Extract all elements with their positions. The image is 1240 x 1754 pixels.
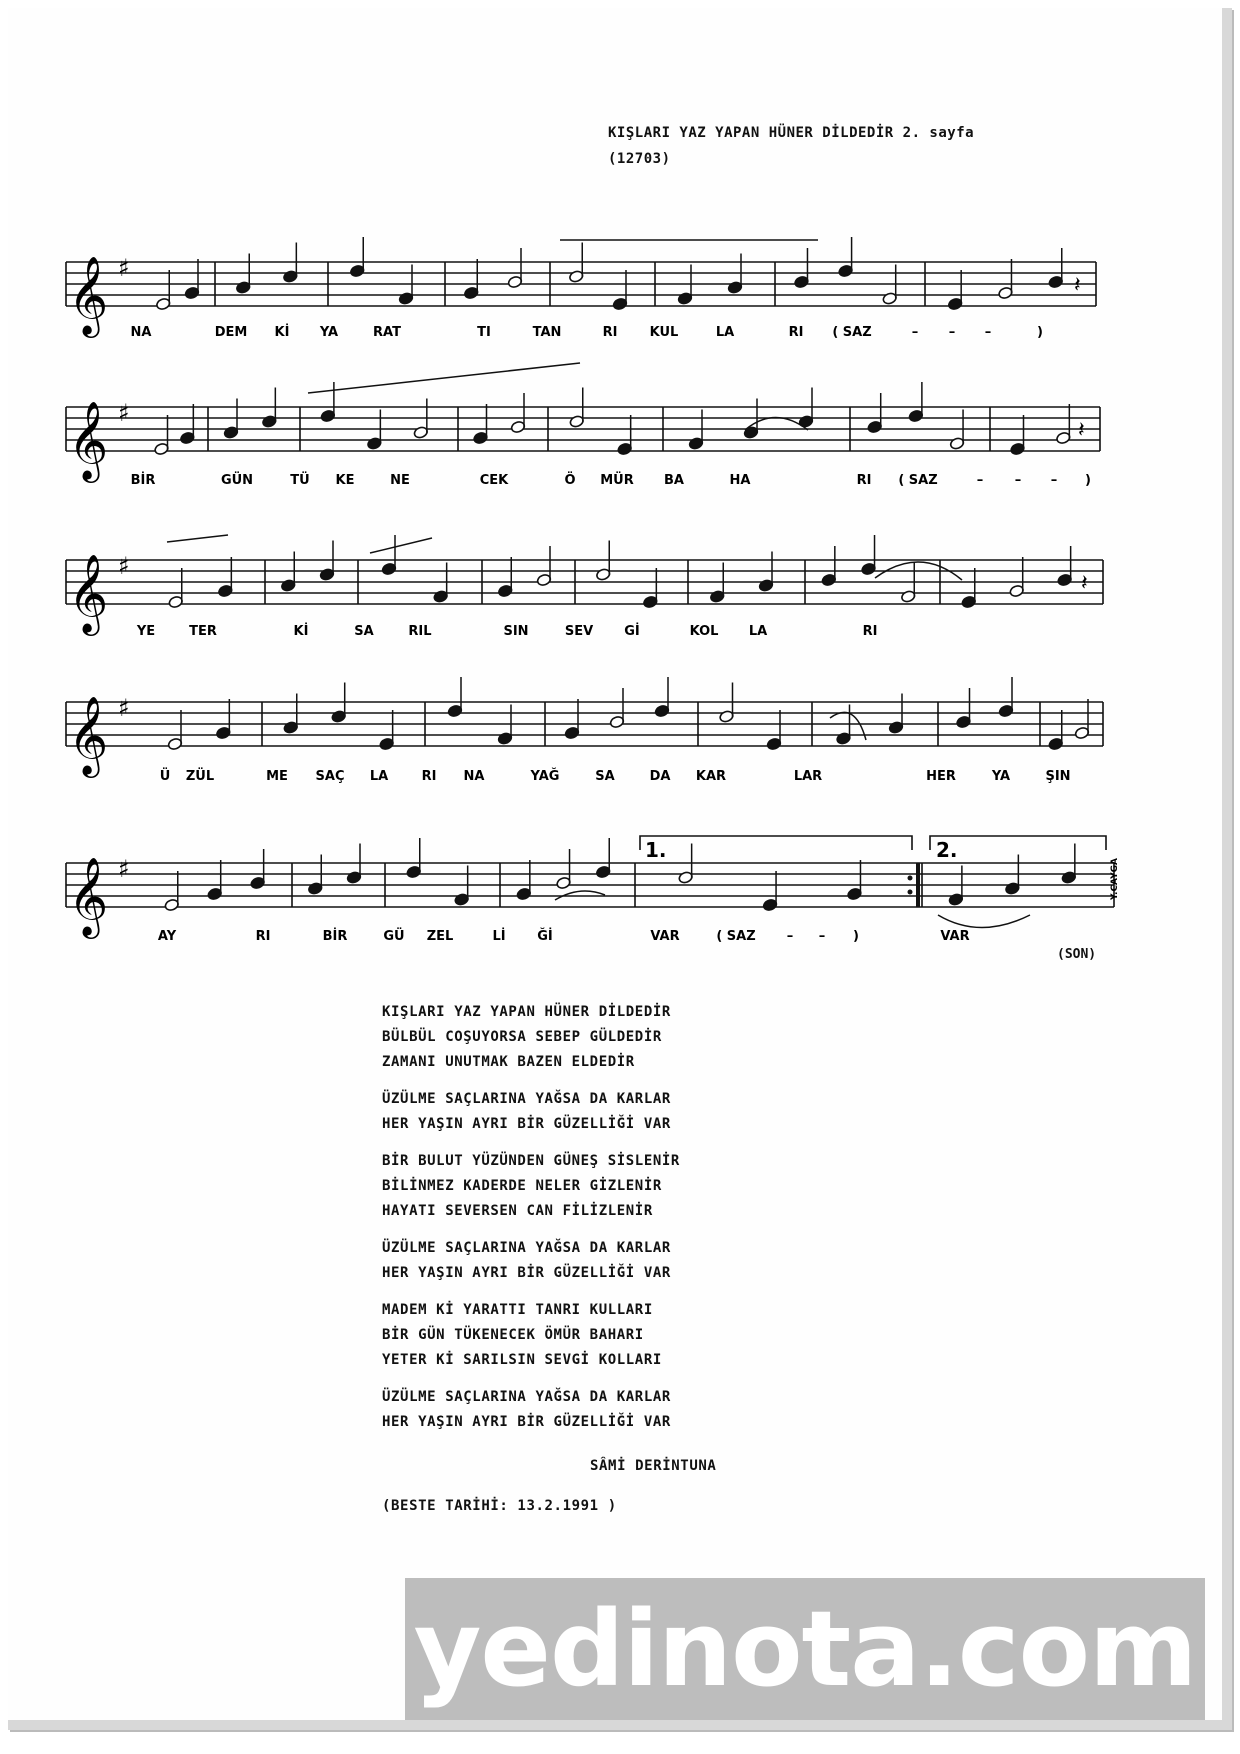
lyric-syllable: YE <box>136 624 156 639</box>
lyric-line: HAYATI SEVERSEN CAN FİLİZLENİR <box>382 1203 653 1219</box>
lyric-syllable: ME <box>266 769 288 784</box>
song-title: KIŞLARI YAZ YAPAN HÜNER DİLDEDİR 2. sayfa <box>608 125 975 141</box>
lyric-syllable: NA <box>463 769 485 784</box>
lyric-syllable: HA <box>729 473 751 488</box>
lyric-syllable: SA <box>354 624 374 639</box>
sharp-icon: ♯ <box>118 254 130 282</box>
lyric-syllable: LAR <box>793 769 823 784</box>
lyric-syllable: Ü <box>159 769 171 784</box>
lyric-syllable: KE <box>335 473 355 488</box>
treble-clef-icon: 𝄞 <box>68 256 109 335</box>
lyric-syllable: VAR <box>650 929 680 944</box>
lyric-syllable: KUL <box>649 325 679 340</box>
stanza-5 <box>382 1298 680 1373</box>
lyric-syllable: SIN <box>503 624 529 639</box>
lyric-line: ÜZÜLME SAÇLARINA YAĞSA DA KARLAR <box>382 1389 671 1405</box>
lyric-syllable: ZÜL <box>185 769 215 784</box>
lyric-syllable: – <box>948 325 956 340</box>
lyric-syllable: LA <box>715 325 735 340</box>
treble-clef-icon: 𝄞 <box>68 554 109 633</box>
lyric-syllable: NA <box>130 325 152 340</box>
volta-label-2: 2. <box>936 838 958 862</box>
lyric-syllable: RI <box>255 929 271 944</box>
lyric-syllable: NE <box>390 473 410 488</box>
lyric-syllable: VAR <box>940 929 970 944</box>
lyric-syllable: ) <box>1085 473 1091 488</box>
lyric-syllable: TER <box>189 624 217 639</box>
slur-line <box>167 535 228 542</box>
lyric-line: ÜZÜLME SAÇLARINA YAĞSA DA KARLAR <box>382 1091 671 1107</box>
quarter-rest-icon: 𝄽 <box>1081 571 1088 596</box>
lyrics-block <box>382 1000 680 1447</box>
lyric-line: BİR GÜN TÜKENECEK ÖMÜR BAHARI <box>382 1327 644 1343</box>
lyric-line: BÜLBÜL COŞUYORSA SEBEP GÜLDEDİR <box>382 1029 662 1045</box>
lyric-line: BİLİNMEZ KADERDE NELER GİZLENİR <box>382 1178 662 1194</box>
lyric-syllable: Ö <box>564 473 576 488</box>
lyric-line: MADEM Kİ YARATTI TANRI KULLARI <box>382 1302 653 1318</box>
stanza-6 <box>382 1385 680 1435</box>
volta-label-1: 1. <box>645 838 667 862</box>
lyric-syllable: LA <box>748 624 768 639</box>
lyric-syllable: Kİ <box>274 325 290 340</box>
lyric-syllable: RAT <box>373 325 401 340</box>
lyric-syllable: HER <box>926 769 956 784</box>
lyric-syllable: YAĞ <box>530 769 560 784</box>
lyric-syllable: SAÇ <box>315 769 345 784</box>
lyric-syllable: RIL <box>408 624 432 639</box>
lyric-syllable: SEV <box>564 624 594 639</box>
composition-date: (BESTE TARİHİ: 13.2.1991 ) <box>382 1498 617 1514</box>
slur-line <box>308 363 580 393</box>
lyric-syllable: RI <box>856 473 872 488</box>
lyric-syllable: BİR <box>322 929 348 944</box>
sharp-icon: ♯ <box>118 694 130 722</box>
stanza-1 <box>382 1000 680 1075</box>
lyric-syllable: ŞIN <box>1045 769 1071 784</box>
lyric-syllable: RI <box>421 769 437 784</box>
lyric-syllable: ( SAZ <box>898 473 938 488</box>
lyric-line: HER YAŞIN AYRI BİR GÜZELLİĞİ VAR <box>382 1265 671 1281</box>
lyric-line: YETER Kİ SARILSIN SEVGİ KOLLARI <box>382 1352 662 1368</box>
stanza-3 <box>382 1149 680 1224</box>
sharp-icon: ♯ <box>118 855 130 883</box>
lyric-syllable: ZEL <box>426 929 454 944</box>
stanza-2 <box>382 1087 680 1137</box>
lyric-syllable: – <box>976 473 984 488</box>
treble-clef-icon: 𝄞 <box>68 696 109 775</box>
lyric-syllable: KOL <box>689 624 719 639</box>
lyric-syllable: YA <box>991 769 1011 784</box>
sharp-icon: ♯ <box>118 552 130 580</box>
lyric-syllable: Gİ <box>624 624 640 639</box>
lyric-syllable: ) <box>853 929 859 944</box>
lyric-syllable: GÜN <box>220 473 254 488</box>
lyric-syllable: BİR <box>130 473 156 488</box>
side-mark: Y.CAYGA <box>1110 857 1120 900</box>
lyric-syllable: TAN <box>532 325 562 340</box>
lyric-line: ÜZÜLME SAÇLARINA YAĞSA DA KARLAR <box>382 1240 671 1256</box>
end-marker: (SON) <box>1057 947 1097 962</box>
stanza-4 <box>382 1236 680 1286</box>
lyric-syllable: RI <box>862 624 878 639</box>
lyric-syllable: KAR <box>695 769 727 784</box>
lyric-syllable: DEM <box>214 325 248 340</box>
watermark: yedinota.com <box>405 1578 1205 1720</box>
lyric-syllable: YA <box>319 325 339 340</box>
lyric-syllable: TI <box>477 325 491 340</box>
lyric-syllable: – <box>911 325 919 340</box>
lyric-line: KIŞLARI YAZ YAPAN HÜNER DİLDEDİR <box>382 1004 671 1020</box>
volta-bracket-1 <box>640 836 912 850</box>
lyric-syllable: ( SAZ <box>832 325 872 340</box>
lyric-syllable: BA <box>664 473 684 488</box>
lyric-syllable: – <box>818 929 826 944</box>
lyric-syllable: Kİ <box>293 624 309 639</box>
tie-arc <box>938 915 1030 928</box>
sharp-icon: ♯ <box>118 399 130 427</box>
lyric-syllable: LA <box>369 769 389 784</box>
quarter-rest-icon: 𝄽 <box>1078 418 1085 443</box>
lyric-syllable: ) <box>1037 325 1043 340</box>
song-code: (12703) <box>608 151 671 167</box>
lyric-syllable: RI <box>602 325 618 340</box>
lyric-syllable: – <box>786 929 794 944</box>
quarter-rest-icon: 𝄽 <box>1074 273 1081 298</box>
lyric-syllable: DA <box>649 769 671 784</box>
lyric-syllable: MÜR <box>600 473 634 488</box>
author-name: SÂMİ DERİNTUNA <box>590 1458 717 1474</box>
slur-line <box>370 538 432 553</box>
lyric-syllable: Lİ <box>492 929 506 944</box>
repeat-dot <box>908 876 913 881</box>
lyric-syllable: CEK <box>479 473 509 488</box>
lyric-syllable: – <box>1050 473 1058 488</box>
lyric-syllable: ( SAZ <box>716 929 756 944</box>
lyric-syllable: RI <box>788 325 804 340</box>
lyric-syllable: GÜ <box>383 929 405 944</box>
repeat-dot <box>908 890 913 895</box>
lyric-syllable: SA <box>595 769 615 784</box>
lyric-syllable: – <box>1014 473 1022 488</box>
lyric-syllable: AY <box>157 929 177 944</box>
lyric-syllable: TÜ <box>290 473 310 488</box>
lyric-line: BİR BULUT YÜZÜNDEN GÜNEŞ SİSLENİR <box>382 1153 680 1169</box>
lyric-syllable: – <box>984 325 992 340</box>
treble-clef-icon: 𝄞 <box>68 857 109 936</box>
lyric-syllable: Ğİ <box>537 929 553 944</box>
lyric-line: HER YAŞIN AYRI BİR GÜZELLİĞİ VAR <box>382 1414 671 1430</box>
treble-clef-icon: 𝄞 <box>68 401 109 480</box>
lyric-line: ZAMANI UNUTMAK BAZEN ELDEDİR <box>382 1054 635 1070</box>
lyric-line: HER YAŞIN AYRI BİR GÜZELLİĞİ VAR <box>382 1116 671 1132</box>
